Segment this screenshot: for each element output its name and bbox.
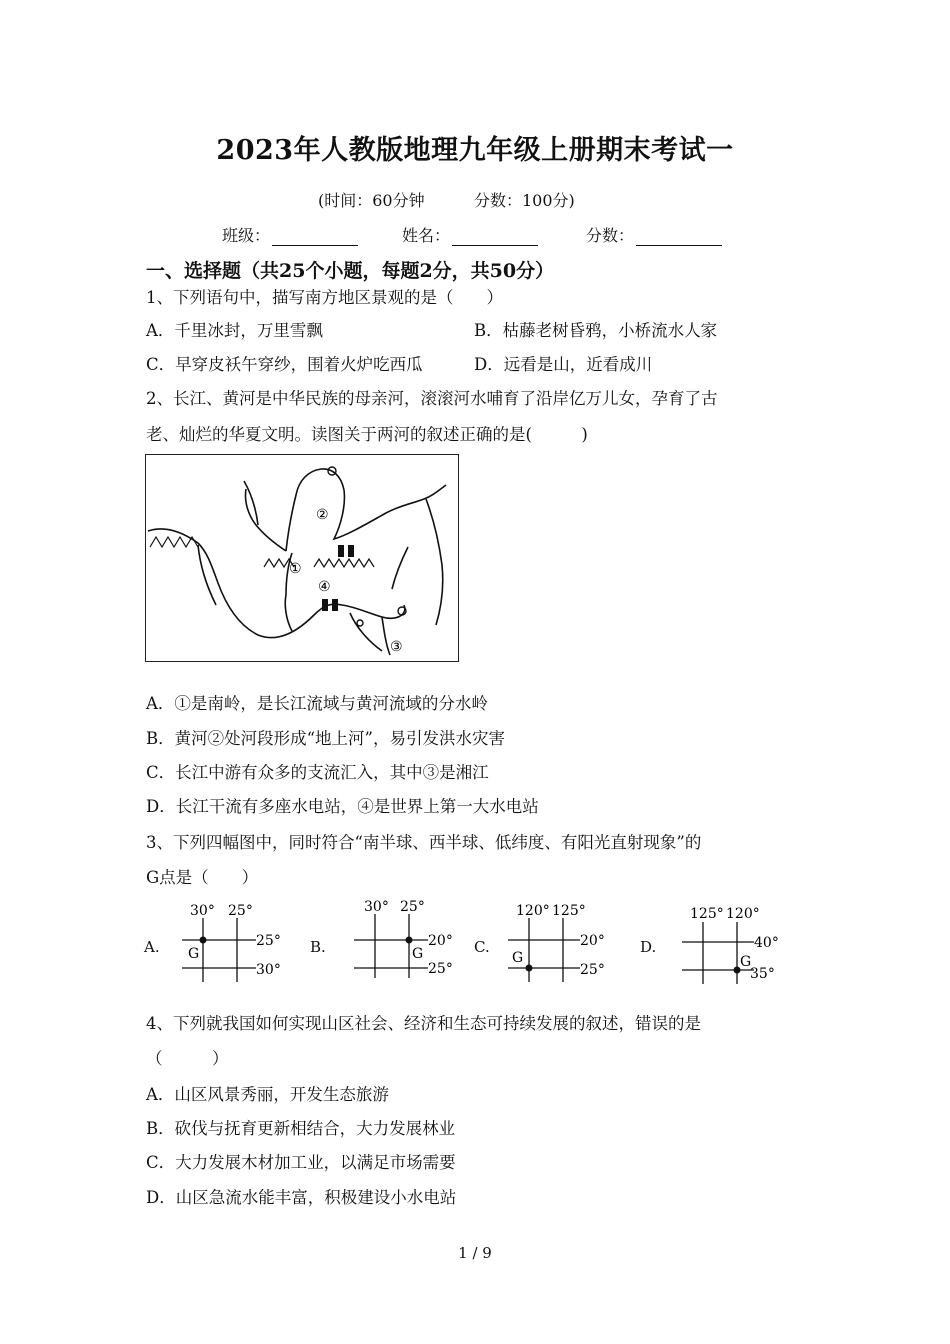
grid-a-top1: 30° xyxy=(190,903,215,919)
class-field[interactable] xyxy=(222,223,358,246)
page-number: 1 / 9 xyxy=(458,1244,492,1262)
coast-line xyxy=(426,499,443,625)
grid-b-right1: 20° xyxy=(428,933,453,949)
q4-stem-line2: （ ） xyxy=(146,1049,229,1068)
grid-b-top1: 30° xyxy=(364,899,389,915)
grid-a-g: G xyxy=(188,946,200,962)
grid-a-point xyxy=(200,937,207,944)
yellow-river-path xyxy=(286,469,446,551)
points-label: 分数： xyxy=(586,226,635,245)
name-blank[interactable] xyxy=(452,227,538,246)
q3-option-c-grid[interactable] xyxy=(502,898,617,994)
grid-a-right2: 30° xyxy=(256,962,281,978)
grid-c-top2: 125° xyxy=(552,903,586,919)
mountain-range-1 xyxy=(150,537,198,547)
tributary-4 xyxy=(350,613,382,651)
grid-c-g: G xyxy=(512,950,524,966)
q4-stem-line1: 4、下列就我国如何实现山区社会、经济和生态可持续发展的叙述，错误的是 xyxy=(146,1014,701,1033)
section-heading: 一、选择题（共25个小题，每题2分，共50分） xyxy=(146,260,555,282)
q3-grid-a xyxy=(176,898,291,990)
q3-option-d-grid[interactable] xyxy=(676,900,791,996)
tributary-7 xyxy=(392,547,408,589)
q1-option-d[interactable]: D．远看是山，近看成川 xyxy=(474,355,653,374)
q4-option-d[interactable]: D．山区急流水能丰富，积极建设小水电站 xyxy=(146,1188,457,1207)
grid-d-right1: 40° xyxy=(754,935,779,951)
river-map-drawing xyxy=(146,455,458,661)
q4-option-c[interactable]: C．大力发展木材加工业，以满足市场需要 xyxy=(146,1153,456,1172)
q3-option-b-grid[interactable] xyxy=(348,894,463,990)
dam-1a xyxy=(338,545,344,557)
time-label: (时间：60分钟 xyxy=(318,191,425,210)
dam-2b xyxy=(332,599,338,611)
river-map xyxy=(145,454,459,662)
grid-b-point xyxy=(406,937,413,944)
q1-option-a[interactable]: A．千里冰封，万里雪飘 xyxy=(146,321,323,340)
grid-c-top1: 120° xyxy=(516,903,550,919)
q3-option-a-grid[interactable] xyxy=(176,898,291,994)
q3-option-c-letter[interactable]: C. xyxy=(474,938,490,956)
name-label: 姓名： xyxy=(402,226,451,245)
q3-grid-c xyxy=(502,898,617,990)
score-label: 分数：100分) xyxy=(474,191,575,210)
points-blank[interactable] xyxy=(636,227,722,246)
grid-d-right2: 35° xyxy=(750,966,775,982)
q3-stem-line2: G点是（ ） xyxy=(146,868,259,887)
tributary-5 xyxy=(382,617,390,655)
q4-option-b[interactable]: B．砍伐与抚育更新相结合，大力发展林业 xyxy=(146,1119,456,1138)
map-label-2: ② xyxy=(316,507,329,523)
dam-1b xyxy=(348,545,354,557)
map-label-1: ① xyxy=(289,561,302,577)
grid-a-top2: 25° xyxy=(228,903,253,919)
map-label-3: ③ xyxy=(390,639,403,655)
page-title: 2023年人教版地理九年级上册期末考试一 xyxy=(216,135,734,166)
q2-option-d[interactable]: D．长江干流有多座水电站，④是世界上第一大水电站 xyxy=(146,797,539,816)
q4-option-a[interactable]: A．山区风景秀丽，开发生态旅游 xyxy=(146,1085,389,1104)
class-blank[interactable] xyxy=(272,227,358,246)
grid-d-top2: 120° xyxy=(726,906,760,922)
grid-c-right1: 20° xyxy=(580,933,605,949)
q1-stem: 1、下列语句中，描写南方地区景观的是（ ） xyxy=(146,288,503,307)
grid-c-point xyxy=(526,965,533,972)
name-field[interactable] xyxy=(402,223,538,246)
q2-option-b[interactable]: B．黄河②处河段形成“地上河”，易引发洪水灾害 xyxy=(146,729,505,748)
q3-option-a-letter[interactable]: A. xyxy=(144,938,160,956)
q3-grid-b xyxy=(348,894,463,986)
grid-a-right1: 25° xyxy=(256,933,281,949)
grid-b-top2: 25° xyxy=(400,899,425,915)
class-label: 班级： xyxy=(222,226,271,245)
grid-d-top1: 125° xyxy=(690,906,724,922)
q3-option-d-letter[interactable]: D. xyxy=(640,938,657,956)
tributary-3 xyxy=(285,595,292,631)
q3-grid-d xyxy=(676,900,791,992)
q2-option-a[interactable]: A．①是南岭，是长江流域与黄河流域的分水岭 xyxy=(146,694,488,713)
grid-c-right2: 25° xyxy=(580,962,605,978)
map-label-4: ④ xyxy=(318,579,331,595)
q1-option-b[interactable]: B．枯藤老树昏鸦，小桥流水人家 xyxy=(474,321,718,340)
grid-b-right2: 25° xyxy=(428,961,453,977)
dam-2a xyxy=(322,599,328,611)
grid-b-g: G xyxy=(412,946,424,962)
q1-option-c[interactable]: C．早穿皮袄午穿纱，围着火炉吃西瓜 xyxy=(146,355,423,374)
points-field[interactable] xyxy=(586,223,722,246)
q2-option-c[interactable]: C．长江中游有众多的支流汇入，其中③是湘江 xyxy=(146,763,489,782)
q3-option-b-letter[interactable]: B. xyxy=(310,938,326,956)
mountain-range-3 xyxy=(314,559,374,567)
lake-circle-2 xyxy=(357,620,363,626)
q2-stem-line2: 老、灿烂的华夏文明。读图关于两河的叙述正确的是( ) xyxy=(146,425,588,444)
grid-d-g: G xyxy=(740,954,752,970)
q3-stem-line1: 3、下列四幅图中，同时符合“南半球、西半球、低纬度、有阳光直射现象”的 xyxy=(146,833,702,852)
q2-stem-line1: 2、长江、黄河是中华民族的母亲河，滚滚河水哺育了沿岸亿万儿女，孕育了古 xyxy=(146,389,718,408)
